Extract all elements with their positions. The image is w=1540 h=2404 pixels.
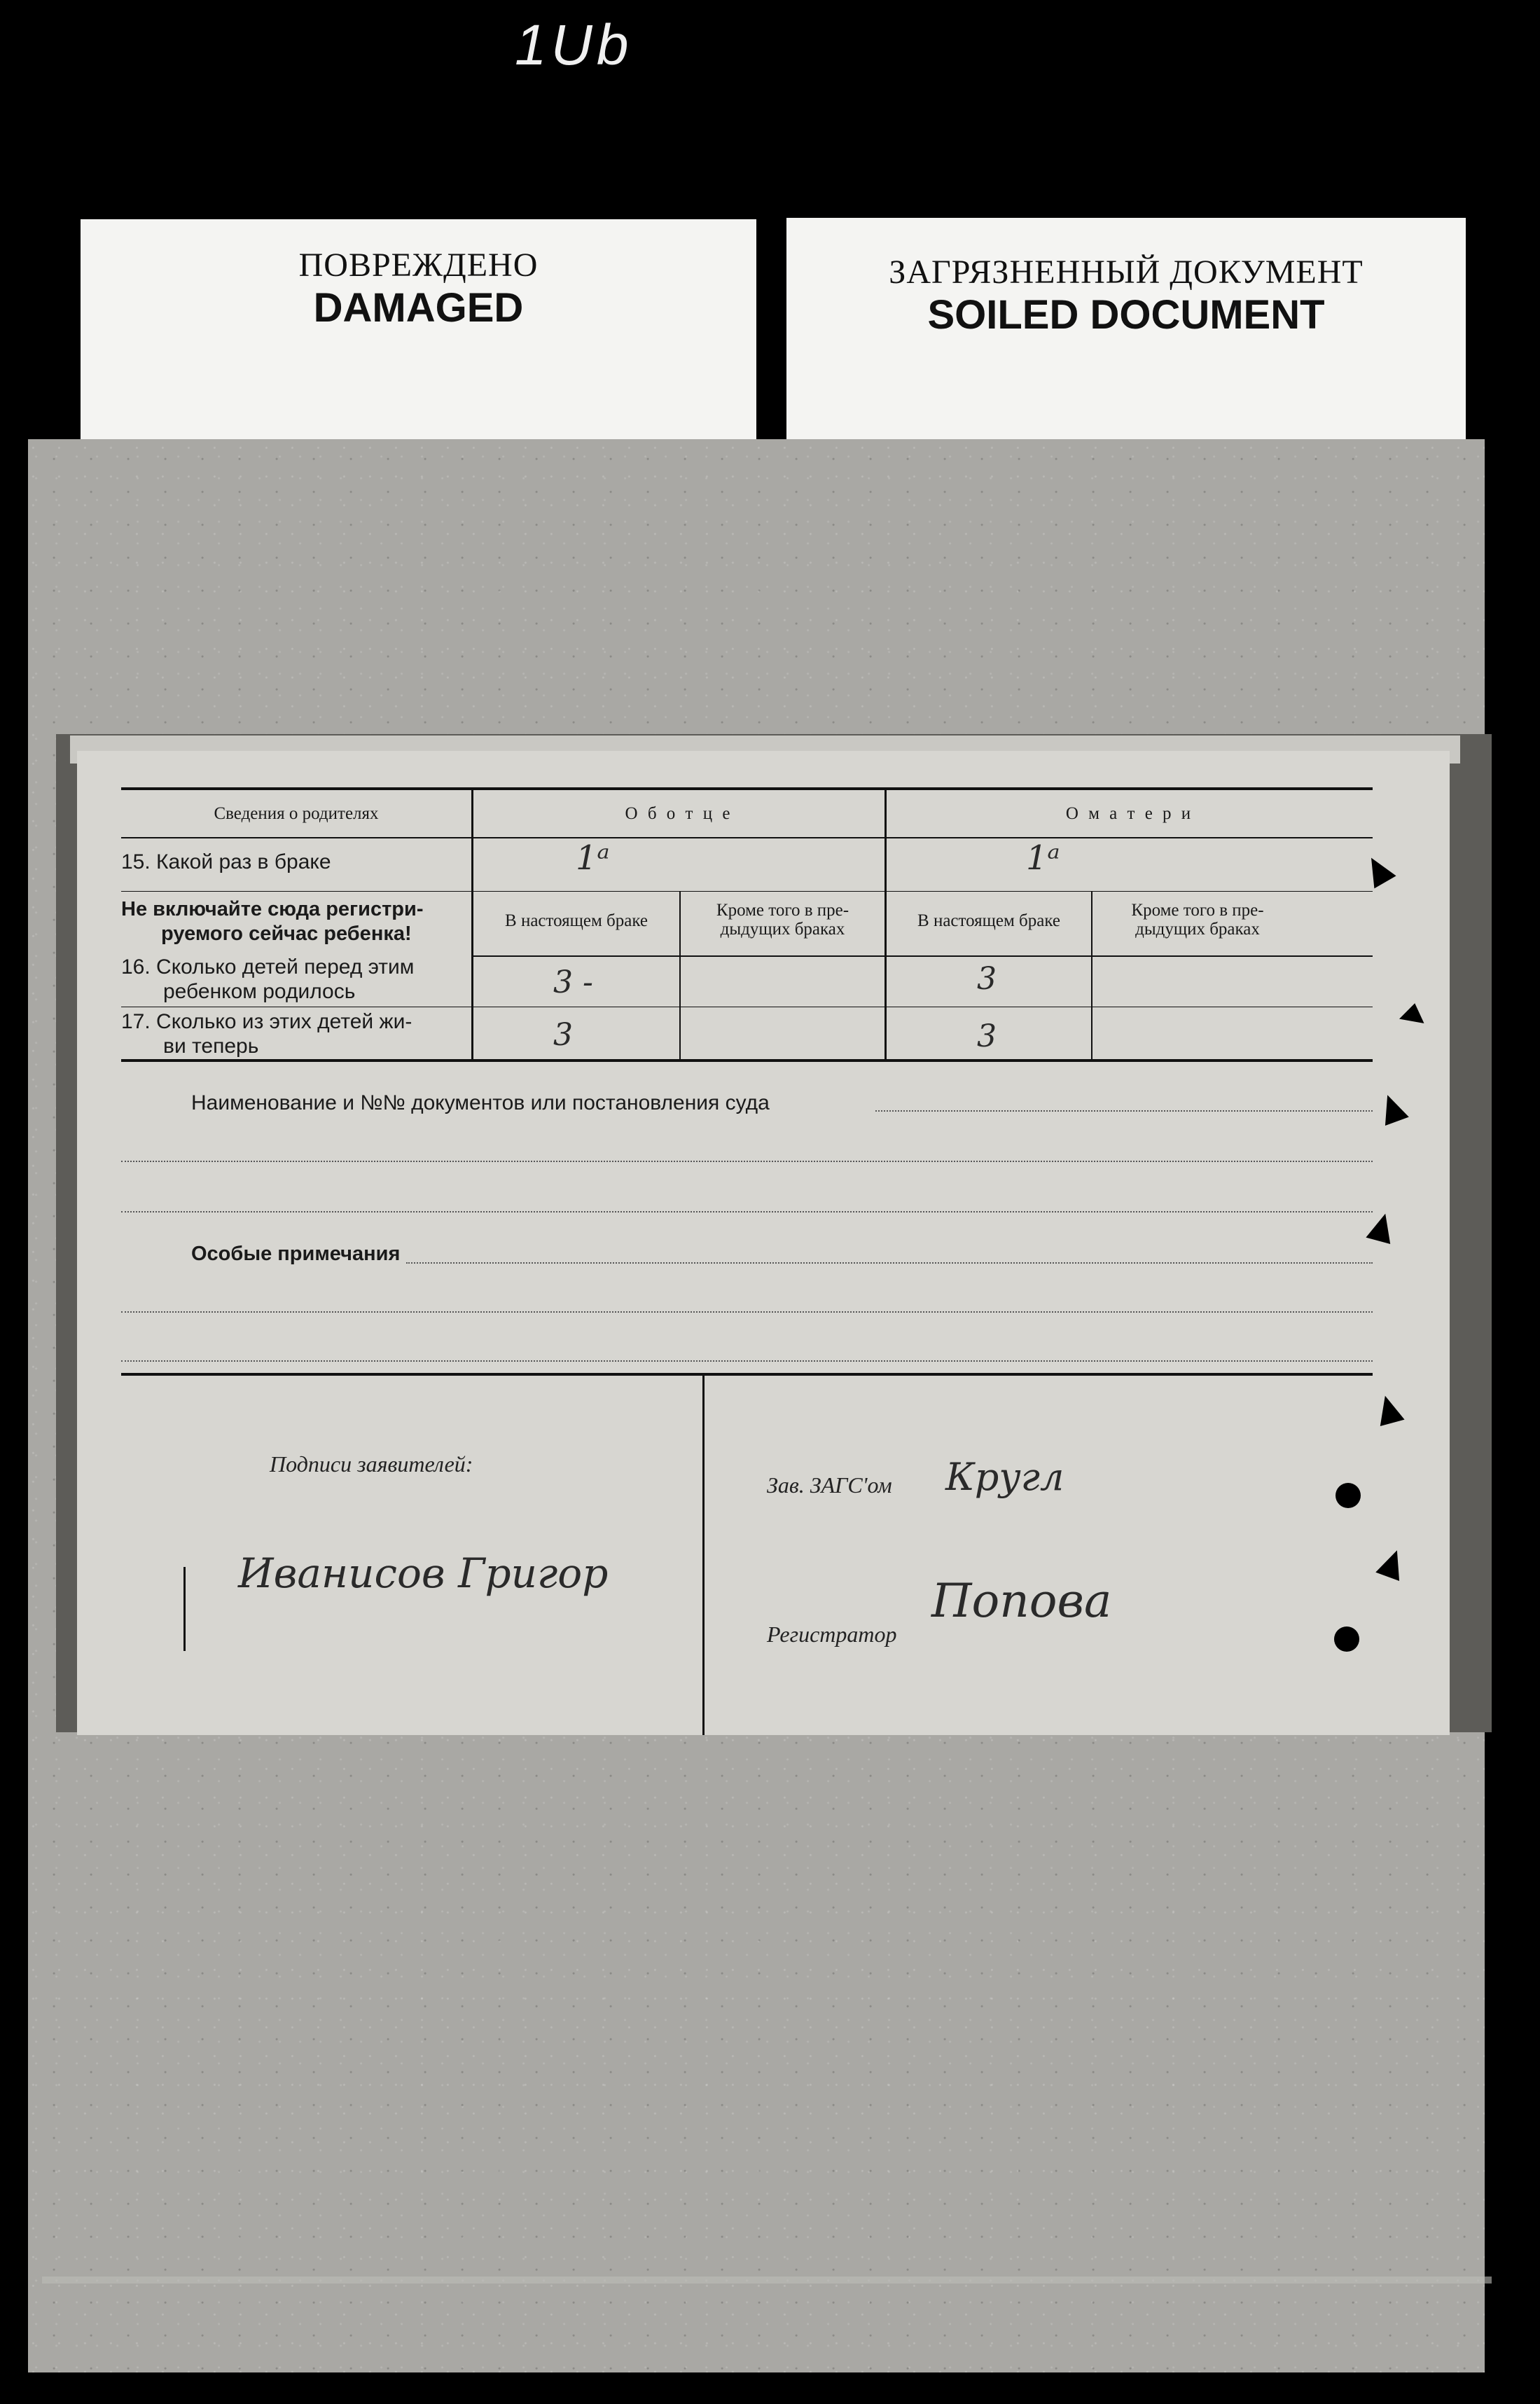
soiled-stamp [786,218,1466,442]
punch-hole [1334,1626,1359,1652]
damaged-stamp-ru: ПОВРЕЖДЕНО [298,247,539,284]
signature-divider [702,1373,705,1735]
tear-mark [1366,1210,1397,1244]
tear-mark [1399,1001,1427,1023]
father-current-header: В настоящем браке [505,911,648,930]
registrar-signature: Попова [931,1574,1112,1628]
table-header-rule [121,837,1373,838]
row17-label-2: ви теперь [163,1035,259,1058]
row16-label-2: ребенком родилось [163,980,356,1003]
row15-rule [121,891,1373,892]
header-parents: Сведения о родителях [214,804,379,823]
damaged-stamp-en: DAMAGED [313,285,524,331]
tear-mark [1373,1393,1404,1426]
row17-father-value: 3 [553,1017,573,1053]
soiled-stamp-en: SOILED DOCUMENT [927,292,1325,338]
row15-father-value: 1ᵃ [576,838,610,878]
remarks-line-3 [121,1360,1373,1362]
documents-line-1 [875,1110,1373,1112]
row16-label-1: 16. Сколько детей перед этим [121,955,415,979]
note-line1: Не включайте сюда регистри- [121,898,424,920]
remarks-line-2 [121,1311,1373,1313]
row16-mother-value: 3 [977,961,997,997]
row17-label-1: 17. Сколько из этих детей жи- [121,1010,412,1033]
signature-margin-mark [183,1567,186,1651]
mother-current-header: В настоящем браке [917,911,1060,930]
remarks-label: Особые примечания [191,1243,401,1265]
head-label: Зав. ЗАГС'ом [767,1472,892,1498]
mother-prev-header-1: Кроме того в пре- [1131,901,1264,920]
soiled-stamp-ru: ЗАГРЯЗНЕННЫЙ ДОКУМЕНТ [889,254,1364,291]
applicants-signature: Иванисов Григор [238,1549,609,1597]
frame-number: 1Ub [515,13,633,77]
header-father: О б о т ц е [625,804,733,823]
punch-hole [1336,1483,1361,1508]
signature-top-rule [121,1373,1373,1376]
father-prev-header-1: Кроме того в пре- [716,901,849,920]
table-top-rule [121,787,1373,790]
row15-mother-value: 1ᵃ [1026,838,1060,878]
tear-mark [1375,1091,1409,1126]
documents-line-2 [121,1161,1373,1162]
tear-mark [1375,1546,1409,1581]
documents-label: Наименование и №№ документов или постановления суда [191,1091,770,1114]
remarks-line-1 [406,1262,1373,1264]
tear-mark [1360,852,1396,889]
mother-prev-header-2: дыдущих браках [1135,920,1260,939]
registration-card [77,751,1450,1735]
row16-father-value: 3 - [553,965,593,1000]
father-prev-header-2: дыдущих браках [720,920,845,939]
note-line2: руемого сейчас ребенка! [161,923,412,945]
table-bottom-rule [121,1059,1373,1062]
head-signature: Кругл [945,1455,1064,1499]
row17-mother-value: 3 [977,1018,997,1054]
subheader-rule [471,955,1373,957]
documents-line-3 [121,1211,1373,1213]
applicants-label: Подписи заявителей: [270,1451,473,1477]
row15-label: 15. Какой раз в браке [121,850,331,873]
damaged-stamp [81,219,756,443]
registrar-label: Регистратор [767,1622,897,1647]
header-mother: О м а т е р и [1065,804,1194,823]
board-crease [42,2277,1492,2284]
